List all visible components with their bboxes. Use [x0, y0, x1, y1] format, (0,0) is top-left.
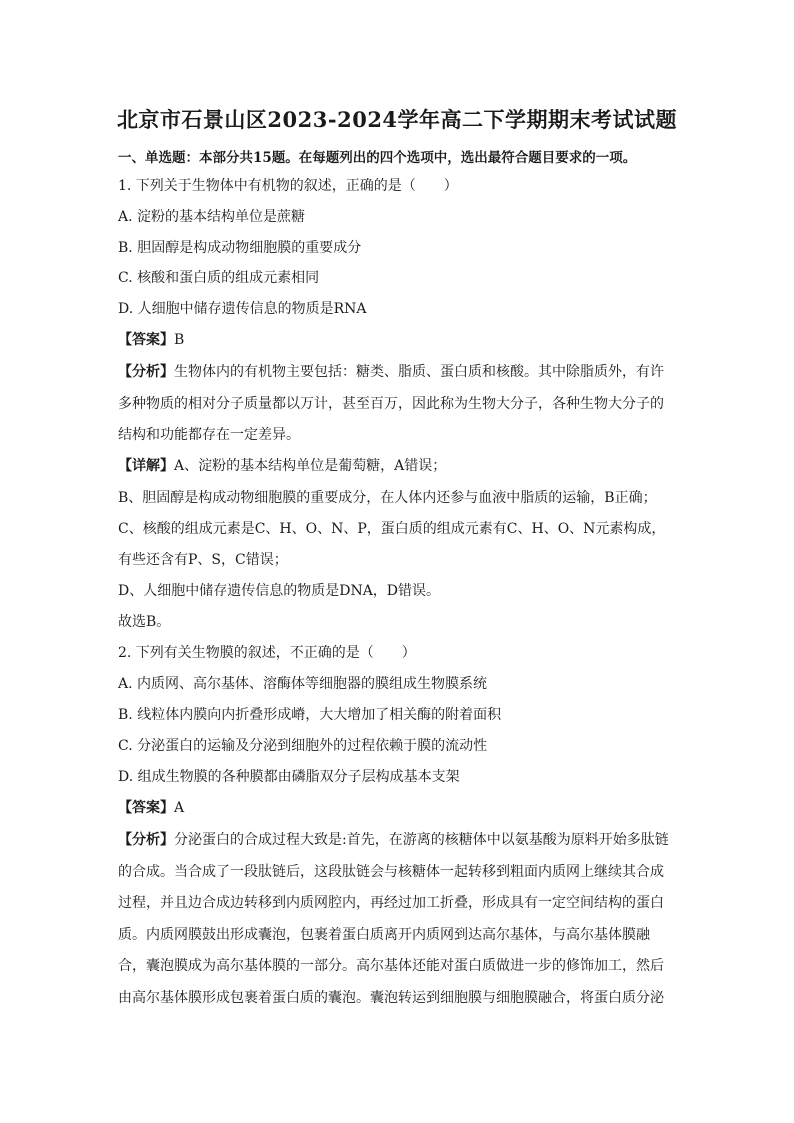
- question-2-option-a: A. 内质网、高尔基体、溶酶体等细胞器的膜组成生物膜系统: [118, 676, 488, 692]
- answer-value: B: [174, 332, 185, 348]
- detail-tag: 【详解】: [118, 458, 174, 474]
- answer-value: A: [174, 800, 185, 816]
- question-1-analysis-line: 结构和功能都存在一定差异。: [118, 427, 300, 443]
- section-heading: 一、单选题：本部分共15题。在每题列出的四个选项中，选出最符合题目要求的一项。: [118, 150, 637, 166]
- question-2-analysis-line: 【分析】分泌蛋白的合成过程大致是:首先，在游离的核糖体中以氨基酸为原料开始多肽链: [118, 832, 669, 848]
- question-2-option-d: D. 组成生物膜的各种膜都由磷脂双分子层构成基本支架: [118, 769, 460, 785]
- question-1-conclusion: 故选B。: [118, 614, 171, 630]
- question-1-option-d: D. 人细胞中储存遗传信息的物质是RNA: [118, 301, 367, 317]
- question-1-option-c: C. 核酸和蛋白质的组成元素相同: [118, 270, 320, 286]
- question-1-analysis-line: 多种物质的相对分子质量都以万计，甚至百万，因此称为生物大分子，各种生物大分子的: [118, 396, 664, 412]
- question-1-stem: 1. 下列关于生物体中有机物的叙述，正确的是（ ）: [118, 178, 458, 194]
- answer-tag: 【答案】: [118, 332, 174, 348]
- question-2-answer: [118, 798, 678, 818]
- question-2-analysis-line: 质。内质网膜鼓出形成囊泡，包裹着蛋白质离开内质网到达高尔基体，与高尔基体膜融: [118, 927, 650, 943]
- question-2-analysis-line: 由高尔基体膜形成包裹着蛋白质的囊泡。囊泡转运到细胞膜与细胞膜融合，将蛋白质分泌: [118, 990, 664, 1006]
- question-1-analysis-line: 【分析】生物体内的有机物主要包括：糖类、脂质、蛋白质和核酸。其中除脂质外，有许: [118, 364, 664, 380]
- exam-title: 北京市石景山区2023-2024学年高二下学期期末考试试题: [116, 107, 678, 132]
- question-1-option-b: B. 胆固醇是构成动物细胞膜的重要成分: [118, 240, 362, 256]
- question-2-option-c: C. 分泌蛋白的运输及分泌到细胞外的过程依赖于膜的流动性: [118, 738, 488, 754]
- question-1-option-a: A. 淀粉的基本结构单位是蔗糖: [118, 209, 306, 225]
- answer-tag: 【答案】: [118, 800, 174, 816]
- question-1-detail-line: C、核酸的组成元素是C、H、O、N、P，蛋白质的组成元素有C、H、O、N元素构成，: [118, 521, 666, 537]
- question-2-option-b: B. 线粒体内膜向内折叠形成嵴，大大增加了相关酶的附着面积: [118, 707, 502, 723]
- question-1-detail-line: 【详解】A、淀粉的基本结构单位是葡萄糖，A错误；: [118, 458, 447, 474]
- question-2-stem: 2. 下列有关生物膜的叙述，不正确的是（ ）: [118, 645, 416, 661]
- question-2-analysis-line: 过程，并且边合成边转移到内质网腔内，再经过加工折叠，形成具有一定空间结构的蛋白: [118, 895, 664, 911]
- analysis-tag: 【分析】: [118, 832, 174, 848]
- question-1-detail-line: D、人细胞中储存遗传信息的物质是DNA，D错误。: [118, 583, 441, 599]
- analysis-tag: 【分析】: [118, 364, 174, 380]
- question-2-analysis-line: 的合成。当合成了一段肽链后，这段肽链会与核糖体一起转移到粗面内质网上继续其合成: [118, 864, 664, 880]
- question-2-analysis-line: 合，囊泡膜成为高尔基体膜的一部分。高尔基体还能对蛋白质做进一步的修饰加工，然后: [118, 958, 664, 974]
- question-1-detail-line: B、胆固醇是构成动物细胞膜的重要成分，在人体内还参与血液中脂质的运输，B正确；: [118, 490, 657, 506]
- question-1-answer: [118, 330, 678, 350]
- question-1-detail-line: 有些还含有P、S，C错误；: [118, 552, 288, 568]
